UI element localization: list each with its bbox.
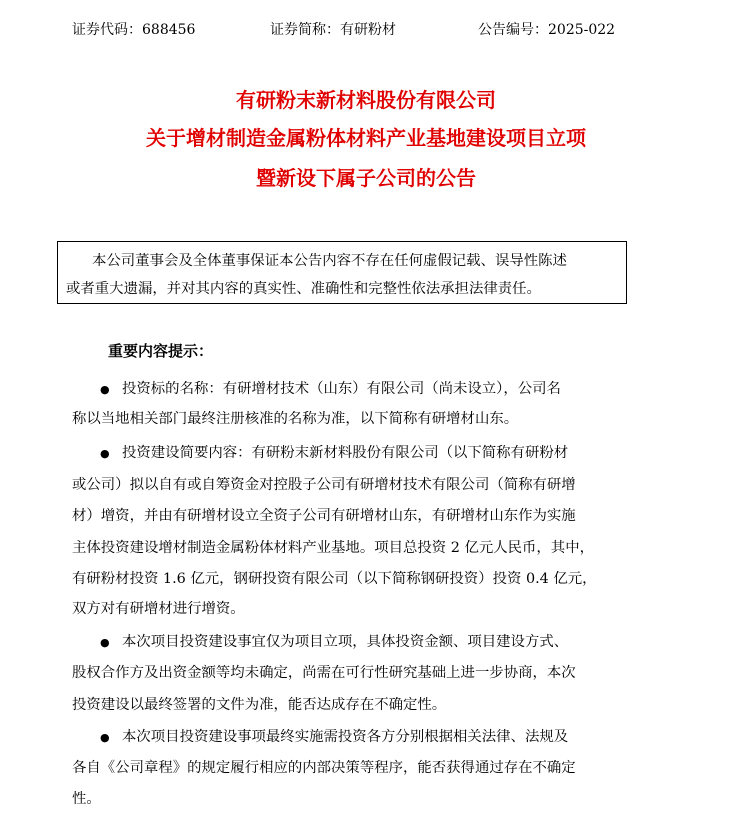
paragraph-line: 股权合作方及出资金额等均未确定，尚需在可行性研究基础上进一步协商，本次 [72, 665, 576, 681]
list-item [100, 442, 632, 465]
paragraph-line: 或公司）拟以自有或自筹资金对控股子公司有研增材技术有限公司（简称有研增 [72, 477, 576, 493]
paragraph-line: 各自《公司章程》的规定履行相应的内部决策等程序，能否获得通过存在不确定 [72, 760, 576, 776]
disclaimer-box [57, 241, 627, 304]
list-item [100, 726, 632, 749]
company-title: 有研粉末新材料股份有限公司 [236, 88, 496, 112]
stock-abbreviation: 证券简称：有研粉材 [270, 22, 396, 38]
paragraph-line: 双方对有研增材进行增资。 [72, 601, 245, 617]
announcement-title-line-1: 关于增材制造金属粉体材料产业基地建设项目立项 [146, 126, 586, 150]
paragraph-line: 性。 [72, 791, 101, 807]
announcement-number: 公告编号：2025-022 [478, 22, 616, 38]
paragraph-line: 本次项目投资建设事宜仅为项目立项，具体投资金额、项目建设方式、 [122, 634, 569, 650]
bullet-icon: ● [100, 383, 110, 396]
bullet-icon: ● [100, 636, 110, 649]
paragraph-line: 称以当地相关部门最终注册核准的名称为准，以下简称有研增材山东。 [72, 411, 519, 427]
key-points-heading: 重要内容提示： [108, 342, 214, 360]
disclaimer-line-2: 或者重大遗漏，并对其内容的真实性、准确性和完整性依法承担法律责任。 [66, 281, 541, 297]
paragraph-line: 投资建设以最终签署的文件为准，能否达成存在不确定性。 [72, 697, 447, 713]
paragraph-line: 投资建设简要内容：有研粉末新材料股份有限公司（以下简称有研粉材 [122, 445, 569, 461]
paragraph-line: 主体投资建设增材制造金属粉体材料产业基地。项目总投资 2 亿元人民币，其中， [72, 540, 594, 556]
stock-code: 证券代码：688456 [72, 22, 196, 38]
paragraph-line: 有研粉材投资 1.6 亿元，钢研投资有限公司（以下简称钢研投资）投资 0.4 亿元， [72, 571, 597, 587]
paragraph-line: 本次项目投资建设事项最终实施需投资各方分别根据相关法律、法规及 [122, 729, 569, 745]
list-item [100, 631, 632, 654]
announcement-title-line-2: 暨新设下属子公司的公告 [256, 166, 476, 190]
paragraph-line: 材）增资，并由有研增材设立全资子公司有研增材山东，有研增材山东作为实施 [72, 508, 576, 524]
paragraph-line: 投资标的名称：有研增材技术（山东）有限公司（尚未设立），公司名 [122, 381, 561, 397]
bullet-icon: ● [100, 447, 110, 460]
disclaimer-line-1: 本公司董事会及全体董事保证本公告内容不存在任何虚假记载、误导性陈述 [92, 253, 567, 269]
bullet-icon: ● [100, 731, 110, 744]
list-item [100, 378, 632, 401]
